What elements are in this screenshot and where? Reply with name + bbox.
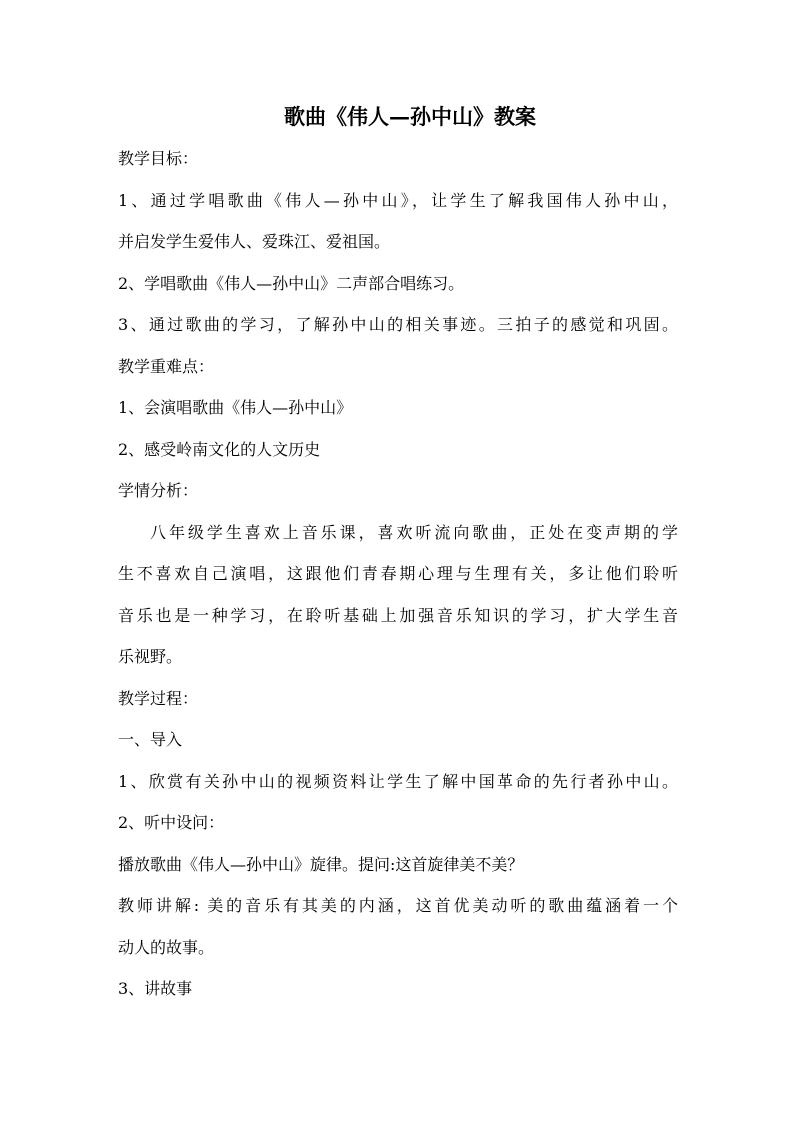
heading-key-points: 教学重难点： (118, 356, 215, 376)
heading-teaching-process: 教学过程： (118, 688, 199, 708)
section-introduction: 一、导入 (118, 730, 183, 749)
analysis-line-2: 生不喜欢自己演唱，这跟他们青春期心理与生理有关，多让他们聆听 (118, 564, 678, 583)
goal-3: 3、通过歌曲的学习，了解孙中山的相关事迹。三拍子的感觉和巩固。 (118, 315, 678, 334)
document-page (118, 96, 678, 1010)
process-step-3: 3、讲故事 (118, 979, 193, 998)
teacher-explanation-line-2: 动人的故事。 (118, 937, 215, 957)
document-title: 歌曲《伟人—孙中山》教案 (284, 104, 536, 129)
analysis-line-3: 音乐也是一种学习，在聆听基础上加强音乐知识的学习，扩大学生音 (118, 605, 678, 625)
process-step-2-detail: 播放歌曲《伟人—孙中山》旋律。提问:这首旋律美不美？ (118, 854, 524, 874)
analysis-line-1: 八年级学生喜欢上音乐课，喜欢听流向歌曲，正处在变声期的学 (150, 522, 678, 542)
key-point-2: 2、感受岭南文化的人文历史 (118, 439, 321, 459)
goal-1-line-1: 1、通过学唱歌曲《伟人—孙中山》，让学生了解我国伟人孙中山， (118, 190, 678, 210)
process-step-1: 1、欣赏有关孙中山的视频资料让学生了解中国革命的先行者孙中山。 (118, 771, 678, 791)
goal-1-line-2: 并启发学生爱伟人、爱珠江、爱祖国。 (118, 232, 391, 251)
goal-2: 2、学唱歌曲《伟人—孙中山》二声部合唱练习。 (118, 273, 465, 293)
analysis-line-4: 乐视野。 (118, 647, 183, 666)
heading-teaching-goals: 教学目标： (118, 149, 199, 168)
heading-student-analysis: 学情分析： (118, 481, 199, 500)
key-point-1: 1、会演唱歌曲《伟人—孙中山》 (118, 398, 353, 417)
process-step-2: 2、听中设问： (118, 813, 225, 832)
teacher-explanation-line-1: 教师讲解: 美的音乐有其美的内涵，这首优美动听的歌曲蕴涵着一个 (118, 896, 678, 915)
